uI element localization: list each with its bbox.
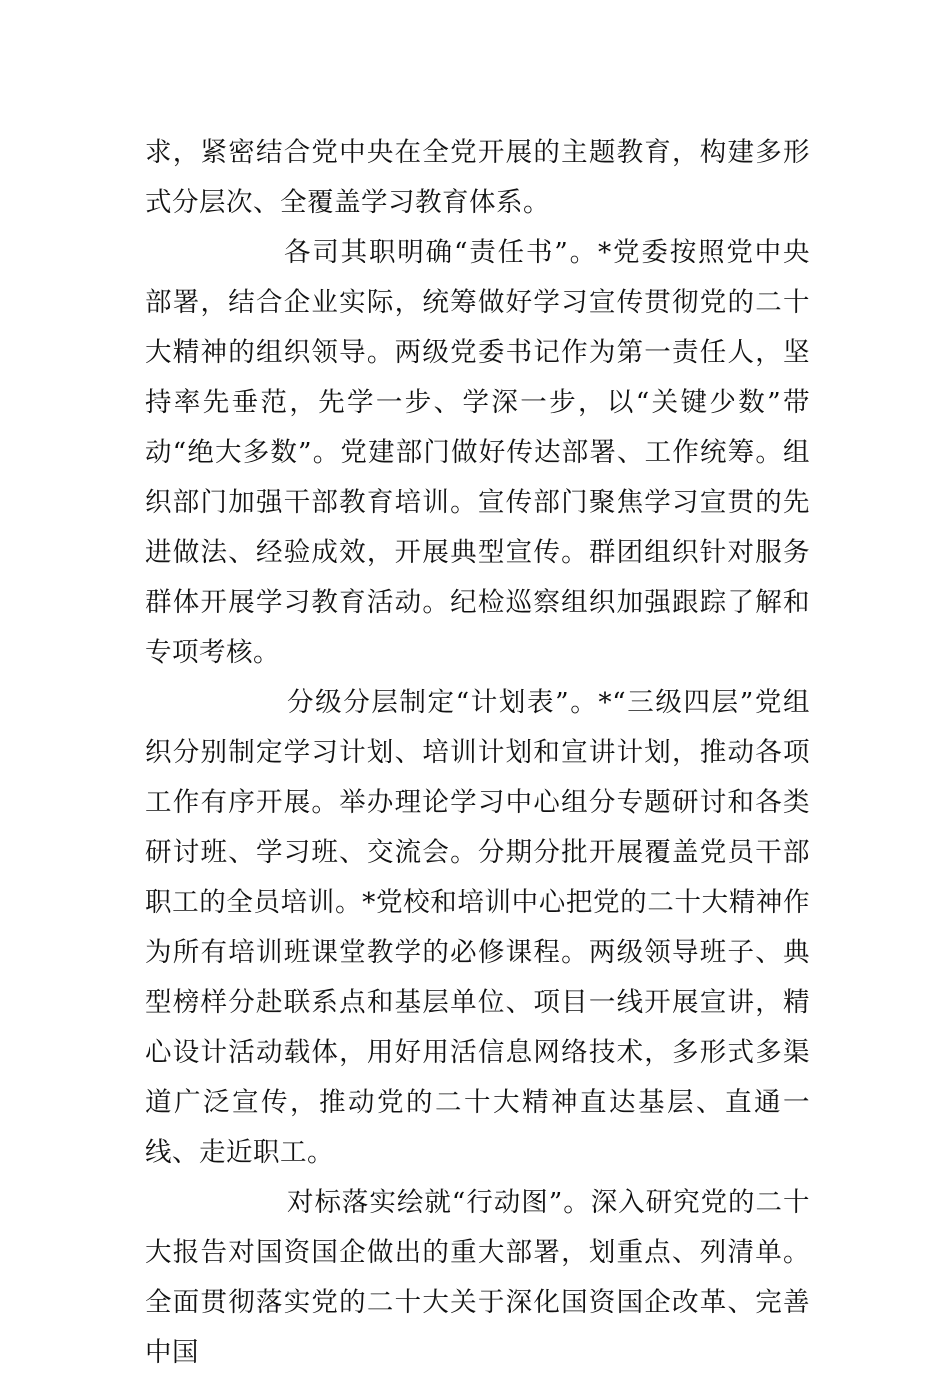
paragraph-plan: 分级分层制定“计划表”。*“三级四层”党组织分别制定学习计划、培训计划和宣讲计划，推动各项工作有序开展。举办理论学习中心组分专题研讨和各类研讨班、学习班、交流会。分期分批开展覆盖党员干部职工的全员培训。*党校和培训中心把党的二十大精神作为所有培训班课堂教学的必修课程。两级领导班子、典型榜样分赴联系点和基层单位、项目一线开展宣讲，精心设计活动载体，用好用活信息网络技术，多形式多渠道广泛宣传，推动党的二十大精神直达基层、直通一线、走近职工。 [145, 687, 810, 1168]
paragraph-action: 对标落实绘就“行动图”。深入研究党的二十大报告对国资国企做出的重大部署，划重点、列清单。全面贯彻落实党的二十大关于深化国资国企改革、完善中国 [145, 1187, 810, 1368]
document-body [145, 128, 810, 1378]
paragraph-responsibility: 各司其职明确“责任书”。*党委按照党中央部署，结合企业实际，统筹做好学习宣传贯彻党的二十大精神的组织领导。两级党委书记作为第一责任人，坚持率先垂范，先学一步、学深一步，以“关键少数”带动“绝大多数”。党建部门做好传达部署、工作统筹。组织部门加强干部教育培训。宣传部门聚焦学习宣贯的先进做法、经验成效，开展典型宣传。群团组织针对服务群体开展学习教育活动。纪检巡察组织加强跟踪了解和专项考核。 [145, 237, 810, 668]
paragraph-continuation: 求，紧密结合党中央在全党开展的主题教育，构建多形式分层次、全覆盖学习教育体系。 [145, 137, 810, 218]
